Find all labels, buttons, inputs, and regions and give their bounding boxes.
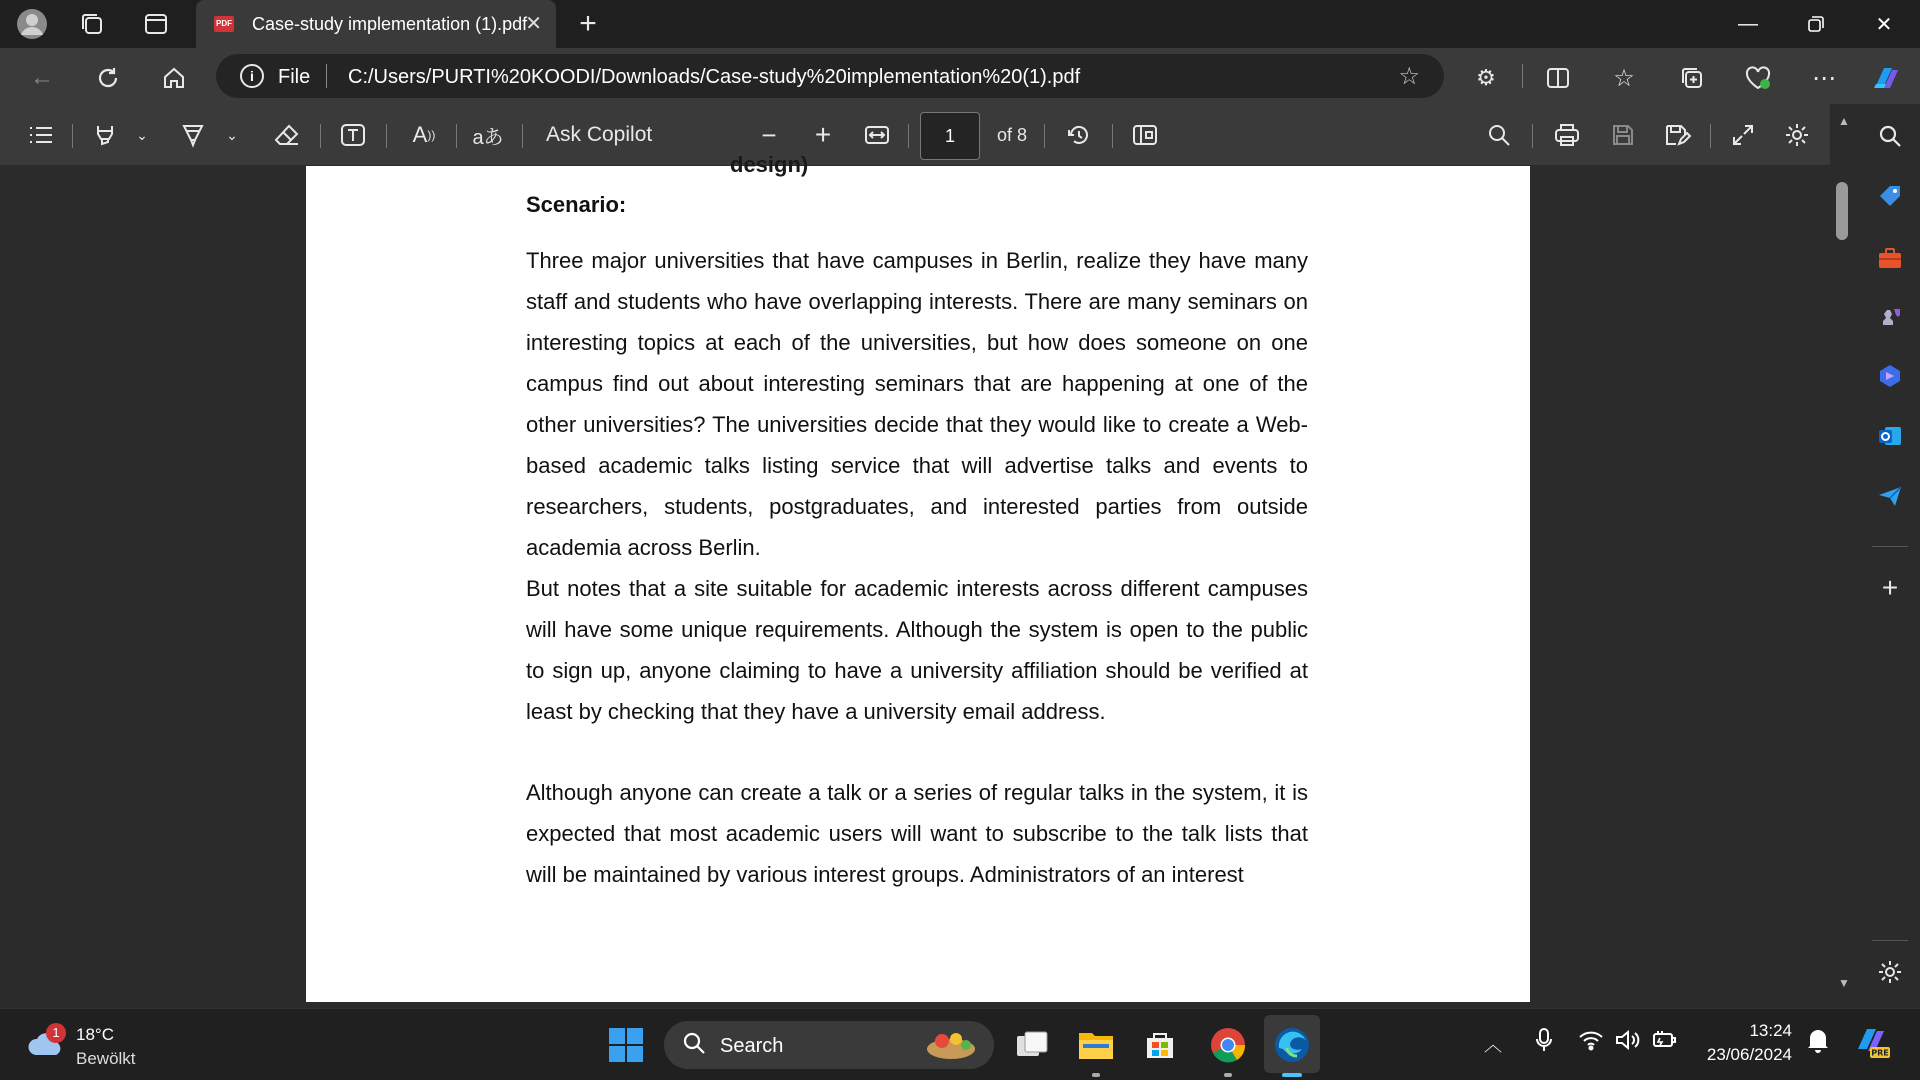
sidebar-search-icon[interactable] <box>1874 120 1906 152</box>
toolbar-divider <box>320 124 321 148</box>
title-bar <box>0 0 1920 48</box>
favorites-icon[interactable]: ☆ <box>1613 64 1635 92</box>
site-info-icon[interactable]: i <box>240 64 264 88</box>
highlight-icon[interactable] <box>88 118 122 152</box>
eraser-icon[interactable] <box>270 118 304 152</box>
tab-close-icon[interactable]: ✕ <box>525 13 542 35</box>
sidebar-settings-icon[interactable] <box>1874 956 1906 988</box>
page-view-icon[interactable] <box>1128 118 1162 152</box>
battery-icon[interactable] <box>1650 1029 1678 1057</box>
collections-icon[interactable] <box>1674 60 1710 96</box>
address-divider <box>326 64 327 88</box>
sidebar-add-icon[interactable]: + <box>1881 572 1899 603</box>
profile-avatar-icon[interactable] <box>16 8 48 40</box>
edge-sidebar <box>1860 104 1920 1008</box>
svg-text:PRE: PRE <box>1871 1048 1889 1058</box>
task-view-icon[interactable] <box>1010 1023 1054 1067</box>
extensions-icon[interactable]: ⚙ <box>1476 65 1496 90</box>
new-tab-icon[interactable]: + <box>579 7 597 40</box>
paragraph: Three major universities that have campuses in Berlin, realize they have many staff and students who have overlapping interests. There are many seminars on interesting topics at each of the universities, but how does someone on one campus find out about interesting seminars that are happening at one of the other universities? The universities decide that they would like to create a Web-based academic talks listing service that will advertise talks and events to researchers, students, postgraduates, and interested parties from outside academia across Berlin. <box>526 248 1308 560</box>
toolbar-divider <box>1522 64 1523 88</box>
restore-button[interactable] <box>1782 0 1850 48</box>
microsoft-store-icon[interactable] <box>1138 1023 1182 1067</box>
find-icon[interactable] <box>1482 118 1516 152</box>
section-heading-fragment: design) <box>730 152 809 177</box>
tab-title: Case-study implementation (1).pdf <box>252 14 528 34</box>
toolbar-divider <box>1112 124 1113 148</box>
read-aloud-icon[interactable]: A )) <box>412 122 436 147</box>
save-as-icon[interactable] <box>1660 118 1694 152</box>
sidebar-shopping-icon[interactable] <box>1874 180 1906 212</box>
toolbar-divider <box>386 124 387 148</box>
taskbar-search[interactable] <box>664 1021 994 1069</box>
weather-temperature: 18°C <box>76 1025 114 1044</box>
pdf-settings-icon[interactable] <box>1780 118 1814 152</box>
home-icon[interactable] <box>156 60 192 96</box>
add-text-icon[interactable] <box>336 118 370 152</box>
split-screen-icon[interactable] <box>1540 60 1576 96</box>
highlight-dropdown-chevron-icon[interactable]: ⌄ <box>136 126 148 143</box>
sidebar-divider <box>1872 940 1908 941</box>
workspaces-icon[interactable] <box>76 8 108 40</box>
microphone-icon[interactable] <box>1534 1027 1554 1059</box>
weather-description: Bewölkt <box>76 1049 136 1068</box>
scrollbar-track[interactable] <box>1830 104 1860 1008</box>
search-label: Search <box>720 1035 784 1057</box>
full-screen-icon[interactable] <box>1726 118 1760 152</box>
running-indicator <box>1092 1073 1100 1077</box>
toolbar-divider <box>908 124 909 148</box>
rotate-icon[interactable] <box>1062 118 1096 152</box>
ask-copilot-button[interactable]: Ask Copilot <box>546 123 653 146</box>
scenario-heading: Scenario: <box>526 192 627 217</box>
show-hidden-icons-chevron-icon[interactable]: ︿ <box>1484 1035 1502 1055</box>
draw-icon[interactable] <box>176 118 210 152</box>
running-indicator <box>1224 1073 1232 1077</box>
weather-widget[interactable] <box>26 1023 156 1071</box>
sidebar-send-icon[interactable] <box>1874 480 1906 512</box>
fit-width-icon[interactable] <box>860 118 894 152</box>
toolbar-divider <box>1710 124 1711 148</box>
navigation-bar <box>0 48 1920 104</box>
toolbar-divider <box>456 124 457 148</box>
toolbar-divider <box>1044 124 1045 148</box>
more-options-icon[interactable]: ⋯ <box>1812 64 1836 92</box>
page-number-input[interactable] <box>920 112 980 160</box>
toolbar-divider <box>1532 124 1533 148</box>
scrollbar-thumb[interactable] <box>1836 182 1848 240</box>
draw-dropdown-chevron-icon[interactable]: ⌄ <box>226 126 238 143</box>
favorite-star-icon[interactable]: ☆ <box>1398 63 1420 90</box>
copilot-preview-icon[interactable] <box>1852 1021 1892 1067</box>
notifications-bell-icon[interactable] <box>1806 1027 1830 1059</box>
minimize-button[interactable]: — <box>1738 12 1758 35</box>
scroll-up-arrow-icon[interactable]: ▲ <box>1838 114 1850 128</box>
sidebar-games-icon[interactable] <box>1874 300 1906 332</box>
windows-taskbar <box>0 1008 1920 1080</box>
pdf-toolbar <box>0 104 1830 166</box>
contents-list-icon[interactable] <box>24 118 58 152</box>
save-icon <box>1606 118 1640 152</box>
file-explorer-icon[interactable] <box>1074 1023 1118 1067</box>
sidebar-copilot-icon[interactable] <box>1874 360 1906 392</box>
protocol-label: File <box>278 66 311 88</box>
pdf-file-icon: PDF <box>214 16 234 32</box>
sidebar-divider <box>1872 546 1908 547</box>
paragraph: Although anyone can create a talk or a series of regular talks in the system, it is expected that most academic users will want to subscribe to the talk lists that will be maintained by various interest groups. Administrators of an interest <box>526 780 1308 887</box>
back-icon[interactable]: ← <box>30 64 54 91</box>
page-total-label: of 8 <box>996 124 1028 145</box>
search-highlight-icon <box>920 1025 982 1070</box>
pdf-page[interactable] <box>306 152 1530 1002</box>
toolbar-divider <box>72 124 73 148</box>
sidebar-tools-icon[interactable] <box>1874 242 1906 274</box>
edge-icon[interactable] <box>1270 1023 1314 1067</box>
paragraph: But notes that a site suitable for academic interests across different campuses will have some unique requirements. Although the system is open to the public to sign up, anyone claiming to have a university affiliation should be verified at least by checking that they have a university email address. <box>526 576 1308 724</box>
zoom-out-icon[interactable]: − <box>761 119 777 150</box>
toolbar-divider <box>522 124 523 148</box>
weather-notification-badge: 1 <box>46 1023 66 1043</box>
tab-active-pdf[interactable] <box>196 0 556 48</box>
translate-icon[interactable]: aあ <box>472 126 504 149</box>
copilot-icon[interactable] <box>1868 60 1904 96</box>
zoom-in-icon[interactable]: + <box>814 119 832 150</box>
browser-essentials-icon[interactable] <box>1740 60 1776 96</box>
scroll-down-arrow-icon[interactable]: ▼ <box>1838 976 1850 990</box>
sidebar-outlook-icon[interactable] <box>1874 420 1906 452</box>
url-text[interactable]: C:/Users/PURTI%20KOODI/Downloads/Case-study%20implementation%20(1).pdf <box>348 66 1081 88</box>
volume-icon[interactable] <box>1614 1029 1642 1057</box>
wifi-icon[interactable] <box>1578 1029 1604 1057</box>
start-icon[interactable] <box>604 1023 648 1067</box>
clock-date: 23/06/2024 <box>1706 1045 1792 1064</box>
active-app-indicator <box>1282 1073 1302 1077</box>
close-window-button[interactable]: ✕ <box>1875 13 1893 36</box>
print-icon[interactable] <box>1550 118 1584 152</box>
search-icon <box>682 1031 706 1061</box>
chrome-icon[interactable] <box>1206 1023 1250 1067</box>
address-bar[interactable] <box>216 54 1444 98</box>
clock[interactable] <box>1696 1019 1792 1071</box>
tab-actions-icon[interactable] <box>140 8 172 40</box>
refresh-icon[interactable] <box>90 60 126 96</box>
clock-time: 13:24 <box>1749 1021 1792 1040</box>
